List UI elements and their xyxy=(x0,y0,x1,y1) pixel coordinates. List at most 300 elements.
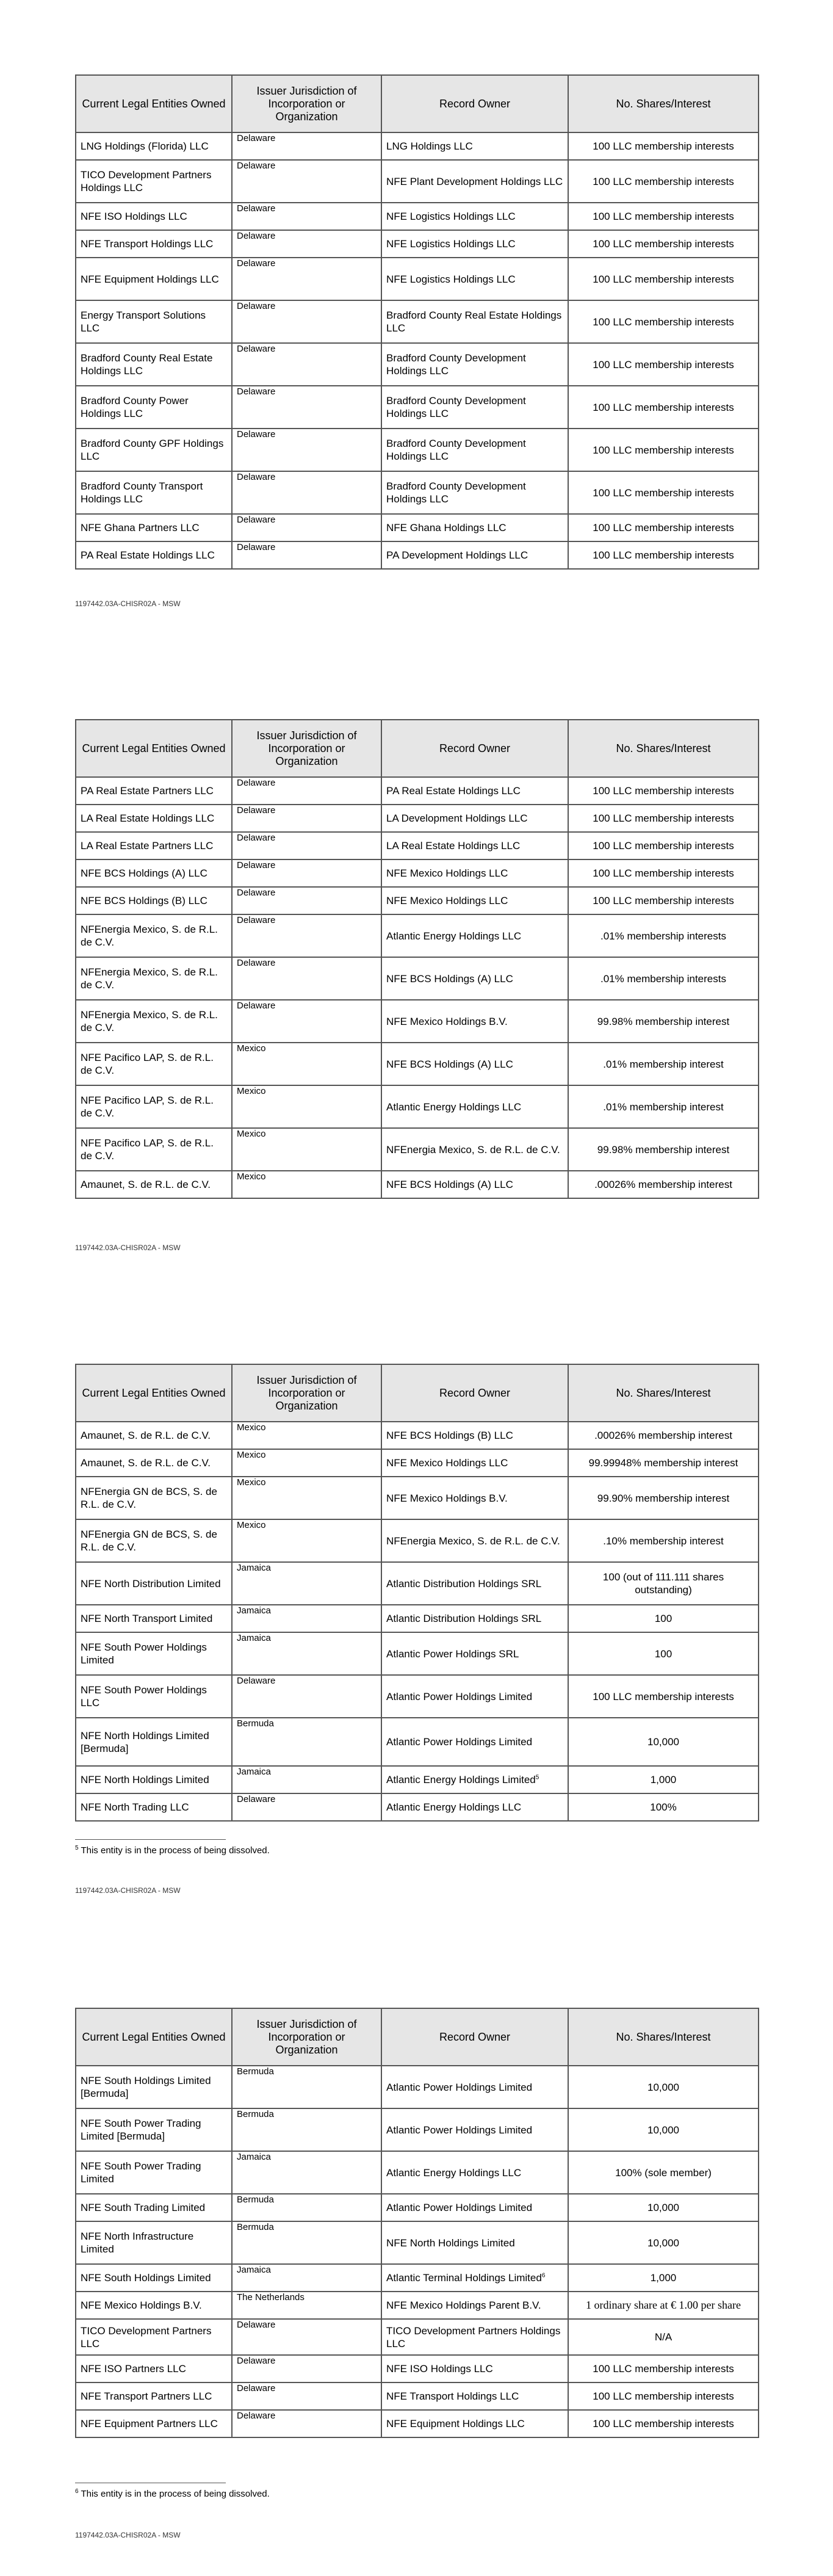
entity-cell-text: NFEnergia Mexico, S. de R.L. de C.V. xyxy=(81,924,218,948)
jurisdiction-cell xyxy=(232,887,381,914)
entity-cell xyxy=(76,1043,232,1085)
shares-cell xyxy=(568,2410,759,2437)
jurisdiction-cell xyxy=(232,1562,381,1605)
shares-cell-text: 100 LLC membership interests xyxy=(593,211,734,222)
jurisdiction-cell xyxy=(232,1766,381,1793)
record-owner-cell xyxy=(381,1449,568,1477)
jurisdiction-cell-text: Delaware xyxy=(237,2383,276,2393)
entity-cell xyxy=(76,230,232,258)
entity-cell-text: NFE Pacifico LAP, S. de R.L. de C.V. xyxy=(81,1052,214,1076)
shares-cell xyxy=(568,1043,759,1085)
record-owner-cell-text: Bradford County Development Holdings LLC xyxy=(386,438,526,462)
table-row xyxy=(76,2108,759,2151)
table-row xyxy=(76,514,759,541)
table-row xyxy=(76,2221,759,2264)
shares-cell xyxy=(568,386,759,429)
entity-cell-text: TICO Development Partners Holdings LLC xyxy=(81,169,212,194)
record-owner-cell-text: Atlantic Power Holdings Limited xyxy=(386,2202,533,2213)
record-owner-cell xyxy=(381,1043,568,1085)
record-owner-cell xyxy=(381,859,568,887)
jurisdiction-cell-text: Mexico xyxy=(237,1171,266,1182)
jurisdiction-cell xyxy=(232,541,381,569)
entity-cell-text: Amaunet, S. de R.L. de C.V. xyxy=(81,1430,211,1441)
entity-cell xyxy=(76,805,232,832)
record-owner-cell-text: NFE ISO Holdings LLC xyxy=(386,2363,493,2375)
record-owner-cell-text: NFE Mexico Holdings Parent B.V. xyxy=(386,2299,541,2311)
footnote-mark: 6 xyxy=(75,2488,79,2495)
jurisdiction-cell-text: Mexico xyxy=(237,1086,266,1096)
table-row xyxy=(76,1562,759,1605)
record-owner-cell xyxy=(381,914,568,957)
record-owner-cell xyxy=(381,160,568,203)
entity-cell-text: Energy Transport Solutions LLC xyxy=(81,309,206,334)
shares-cell-text: 100 LLC membership interests xyxy=(593,2363,734,2375)
shares-cell-text: .10% membership interest xyxy=(603,1535,724,1547)
record-owner-cell-text: Atlantic Distribution Holdings SRL xyxy=(386,1577,542,1590)
shares-cell xyxy=(568,258,759,300)
entity-cell-text: NFEnergia GN de BCS, S. de R.L. de C.V. xyxy=(81,1529,217,1553)
document-id: 1197442.03A-CHISR02A - MSW xyxy=(75,1886,181,1895)
jurisdiction-cell-text: Delaware xyxy=(237,429,276,440)
entities-table-page-1 xyxy=(75,74,759,570)
jurisdiction-cell-text: Bermuda xyxy=(237,1718,274,1729)
entity-cell-text: PA Real Estate Partners LLC xyxy=(81,785,214,797)
shares-cell-text: 100 LLC membership interests xyxy=(593,140,734,152)
record-owner-cell-text: Bradford County Real Estate Holdings LLC xyxy=(386,309,562,334)
shares-cell-text: 10,000 xyxy=(647,1736,679,1748)
shares-cell-text: 100 LLC membership interests xyxy=(593,358,734,371)
entity-cell-text: NFE Pacifico LAP, S. de R.L. de C.V. xyxy=(81,1137,214,1162)
jurisdiction-cell-text: Jamaica xyxy=(237,1563,271,1573)
shares-cell-text: 10,000 xyxy=(647,2237,679,2249)
record-owner-cell-text: Atlantic Power Holdings Limited xyxy=(386,2124,533,2136)
entity-cell-text: Bradford County Transport Holdings LLC xyxy=(81,480,203,505)
record-owner-cell-text: NFE Mexico Holdings LLC xyxy=(386,867,508,879)
table-row xyxy=(76,203,759,230)
shares-cell-text: 100 LLC membership interests xyxy=(593,487,734,499)
table-row xyxy=(76,1519,759,1562)
jurisdiction-cell-text: Delaware xyxy=(237,2411,276,2421)
record-owner-cell-text: PA Development Holdings LLC xyxy=(386,549,528,561)
jurisdiction-cell xyxy=(232,203,381,230)
record-owner-cell-text: NFE Ghana Holdings LLC xyxy=(386,522,507,534)
table-row xyxy=(76,541,759,569)
footnote xyxy=(75,2489,270,2499)
entity-cell xyxy=(76,2355,232,2382)
jurisdiction-cell xyxy=(232,2194,381,2221)
footnote-ref: 6 xyxy=(541,2272,546,2279)
footnote-text: This entity is in the process of being dissolved. xyxy=(81,2489,270,2499)
entity-cell-text: NFE Equipment Holdings LLC xyxy=(81,273,219,285)
jurisdiction-cell-text: Delaware xyxy=(237,915,276,925)
shares-cell-text: 100 xyxy=(654,1613,673,1624)
record-owner-cell xyxy=(381,1422,568,1449)
table-row xyxy=(76,2319,759,2355)
table-row xyxy=(76,1000,759,1043)
jurisdiction-cell xyxy=(232,2221,381,2264)
entity-cell-text: TICO Development Partners LLC xyxy=(81,2325,212,2350)
entity-cell xyxy=(76,2410,232,2437)
jurisdiction-cell-text: Delaware xyxy=(237,778,276,788)
shares-cell xyxy=(568,541,759,569)
entity-cell-text: NFE ISO Partners LLC xyxy=(81,2363,186,2375)
record-owner-cell xyxy=(381,1718,568,1766)
entity-cell-text: NFE North Infrastructure Limited xyxy=(81,2230,194,2255)
record-owner-cell-text: Bradford County Development Holdings LLC xyxy=(386,352,526,377)
jurisdiction-cell xyxy=(232,132,381,160)
record-owner-cell xyxy=(381,2292,568,2319)
entity-cell-text: NFE Ghana Partners LLC xyxy=(81,522,200,534)
shares-cell-text: 100 LLC membership interests xyxy=(593,522,734,534)
entities-table-page-4 xyxy=(75,2008,759,2438)
entity-cell xyxy=(76,1477,232,1519)
record-owner-cell xyxy=(381,300,568,343)
record-owner-cell xyxy=(381,1477,568,1519)
shares-cell xyxy=(568,2355,759,2382)
record-owner-cell xyxy=(381,2221,568,2264)
col-header-shares: No. Shares/Interest xyxy=(568,1364,759,1422)
jurisdiction-cell-text: Bermuda xyxy=(237,2194,274,2205)
record-owner-cell-text: TICO Development Partners Holdings LLC xyxy=(386,2325,561,2350)
record-owner-cell-text: LA Real Estate Holdings LLC xyxy=(386,840,521,852)
jurisdiction-cell-text: Jamaica xyxy=(237,2265,271,2275)
shares-cell-text: 100% (sole member) xyxy=(615,2166,712,2179)
entity-cell-text: LNG Holdings (Florida) LLC xyxy=(81,140,209,152)
record-owner-cell xyxy=(381,386,568,429)
record-owner-cell-text: Atlantic Power Holdings Limited xyxy=(386,2081,533,2093)
shares-cell xyxy=(568,957,759,1000)
jurisdiction-cell-text: Mexico xyxy=(237,1422,266,1433)
jurisdiction-cell xyxy=(232,343,381,386)
col-header-entity: Current Legal Entities Owned xyxy=(76,75,232,132)
record-owner-cell xyxy=(381,2410,568,2437)
entity-cell-text: NFE North Transport Limited xyxy=(81,1613,213,1624)
shares-cell xyxy=(568,1766,759,1793)
record-owner-cell xyxy=(381,2382,568,2410)
entity-cell-text: LA Real Estate Holdings LLC xyxy=(81,812,215,824)
table-row xyxy=(76,386,759,429)
record-owner-cell-text: NFE Mexico Holdings B.V. xyxy=(386,1015,508,1027)
entities-table-page-3 xyxy=(75,1364,759,1822)
shares-cell-text: 99.98% membership interest xyxy=(597,1143,730,1156)
entity-cell-text: NFE BCS Holdings (A) LLC xyxy=(81,867,207,879)
jurisdiction-cell xyxy=(232,514,381,541)
shares-cell xyxy=(568,1793,759,1821)
shares-cell xyxy=(568,1449,759,1477)
jurisdiction-cell xyxy=(232,300,381,343)
footnote xyxy=(75,1845,270,1856)
shares-cell xyxy=(568,1000,759,1043)
table-row xyxy=(76,1043,759,1085)
entity-cell-text: NFE South Power Holdings LLC xyxy=(81,1684,207,1709)
record-owner-cell xyxy=(381,2319,568,2355)
shares-cell xyxy=(568,300,759,343)
entity-cell-text: NFEnergia Mexico, S. de R.L. de C.V. xyxy=(81,1009,218,1033)
table-row xyxy=(76,887,759,914)
entity-cell xyxy=(76,1562,232,1605)
entity-cell-text: NFE South Holdings Limited xyxy=(81,2272,211,2284)
entity-cell-text: NFE Equipment Partners LLC xyxy=(81,2418,218,2429)
record-owner-cell xyxy=(381,1128,568,1171)
table-row xyxy=(76,160,759,203)
entity-cell xyxy=(76,1449,232,1477)
record-owner-cell-text: NFE BCS Holdings (A) LLC xyxy=(386,972,513,985)
entity-cell xyxy=(76,386,232,429)
jurisdiction-cell xyxy=(232,832,381,859)
shares-cell-text: 100 LLC membership interests xyxy=(593,549,734,561)
entity-cell xyxy=(76,2066,232,2108)
shares-cell-text: .01% membership interest xyxy=(603,1101,724,1113)
col-header-owner: Record Owner xyxy=(381,1364,568,1422)
jurisdiction-cell xyxy=(232,1085,381,1128)
entity-cell xyxy=(76,2292,232,2319)
record-owner-cell xyxy=(381,230,568,258)
record-owner-cell-text: LA Development Holdings LLC xyxy=(386,812,528,824)
record-owner-cell-text: NFE Mexico Holdings LLC xyxy=(386,1457,508,1469)
entity-cell xyxy=(76,2108,232,2151)
shares-cell xyxy=(568,1128,759,1171)
shares-cell-text: 100 LLC membership interests xyxy=(593,238,734,250)
jurisdiction-cell-text: Delaware xyxy=(237,301,276,311)
record-owner-cell-text: Bradford County Development Holdings LLC xyxy=(386,480,526,505)
record-owner-cell-text: Atlantic Energy Holdings LLC xyxy=(386,1101,522,1113)
table-row xyxy=(76,1718,759,1766)
record-owner-cell-text: NFE Plant Development Holdings LLC xyxy=(386,175,563,187)
record-owner-cell xyxy=(381,541,568,569)
shares-cell xyxy=(568,2382,759,2410)
jurisdiction-cell xyxy=(232,1000,381,1043)
entity-cell xyxy=(76,1085,232,1128)
record-owner-cell-text: Atlantic Energy Holdings Limited xyxy=(386,1774,536,1785)
jurisdiction-cell-text: Jamaica xyxy=(237,2152,271,2162)
col-header-shares: No. Shares/Interest xyxy=(568,75,759,132)
col-header-jurisdiction: Issuer Jurisdiction of Incorporation or Organization xyxy=(232,720,381,777)
entity-cell-text: NFE South Holdings Limited [Bermuda] xyxy=(81,2075,211,2099)
document-id: 1197442.03A-CHISR02A - MSW xyxy=(75,1243,181,1252)
table-row xyxy=(76,859,759,887)
shares-cell xyxy=(568,471,759,514)
table-row xyxy=(76,1675,759,1718)
jurisdiction-cell-text: Mexico xyxy=(237,1520,266,1530)
jurisdiction-cell-text: Mexico xyxy=(237,1450,266,1460)
record-owner-cell-text: Atlantic Terminal Holdings Limited xyxy=(386,2272,542,2284)
jurisdiction-cell xyxy=(232,2108,381,2151)
shares-cell xyxy=(568,777,759,805)
table-row xyxy=(76,805,759,832)
record-owner-cell-text: Atlantic Power Holdings SRL xyxy=(386,1648,519,1660)
entity-cell xyxy=(76,2319,232,2355)
shares-cell-text: 100 LLC membership interests xyxy=(593,840,734,852)
shares-cell xyxy=(568,514,759,541)
entity-cell xyxy=(76,1422,232,1449)
jurisdiction-cell xyxy=(232,957,381,1000)
shares-cell-text: 100% xyxy=(650,1801,677,1813)
shares-cell xyxy=(568,914,759,957)
jurisdiction-cell-text: Delaware xyxy=(237,2320,276,2330)
jurisdiction-cell xyxy=(232,777,381,805)
table-row xyxy=(76,343,759,386)
jurisdiction-cell-text: Delaware xyxy=(237,542,276,552)
jurisdiction-cell xyxy=(232,1477,381,1519)
jurisdiction-cell-text: Jamaica xyxy=(237,1605,271,1616)
record-owner-cell-text: Atlantic Energy Holdings LLC xyxy=(386,1801,522,1813)
entity-cell xyxy=(76,777,232,805)
col-header-owner: Record Owner xyxy=(381,75,568,132)
shares-cell-text: 100 LLC membership interests xyxy=(593,175,734,187)
entity-cell-text: Bradford County GPF Holdings LLC xyxy=(81,438,224,462)
shares-cell-text: 1 ordinary share at € 1.00 per share xyxy=(586,2299,741,2311)
record-owner-cell xyxy=(381,777,568,805)
jurisdiction-cell-text: The Netherlands xyxy=(237,2292,305,2303)
entity-cell xyxy=(76,514,232,541)
record-owner-cell-text: Atlantic Energy Holdings LLC xyxy=(386,930,522,942)
entity-cell xyxy=(76,914,232,957)
shares-cell-text: .00026% membership interest xyxy=(594,1430,732,1441)
shares-cell xyxy=(568,832,759,859)
record-owner-cell xyxy=(381,1519,568,1562)
entity-cell-text: NFE Transport Partners LLC xyxy=(81,2390,212,2402)
jurisdiction-cell xyxy=(232,1171,381,1198)
record-owner-cell xyxy=(381,2066,568,2108)
record-owner-cell-text: Atlantic Power Holdings Limited xyxy=(386,1736,533,1748)
shares-cell-text: 100 LLC membership interests xyxy=(593,895,734,906)
jurisdiction-cell-text: Delaware xyxy=(237,888,276,898)
jurisdiction-cell xyxy=(232,471,381,514)
shares-cell xyxy=(568,1718,759,1766)
record-owner-cell-text: LNG Holdings LLC xyxy=(386,140,473,152)
record-owner-cell-text: NFE BCS Holdings (A) LLC xyxy=(386,1179,513,1190)
table-row xyxy=(76,1605,759,1632)
record-owner-cell xyxy=(381,1171,568,1198)
shares-cell xyxy=(568,160,759,203)
entity-cell xyxy=(76,300,232,343)
entity-cell-text: NFE North Holdings Limited [Bermuda] xyxy=(81,1729,209,1754)
jurisdiction-cell-text: Mexico xyxy=(237,1043,266,1054)
col-header-entity: Current Legal Entities Owned xyxy=(76,1364,232,1422)
jurisdiction-cell xyxy=(232,2292,381,2319)
jurisdiction-cell xyxy=(232,1422,381,1449)
entity-cell-text: NFE Pacifico LAP, S. de R.L. de C.V. xyxy=(81,1094,214,1119)
jurisdiction-cell xyxy=(232,859,381,887)
shares-cell xyxy=(568,1562,759,1605)
record-owner-cell xyxy=(381,1793,568,1821)
jurisdiction-cell xyxy=(232,1675,381,1718)
record-owner-cell xyxy=(381,1085,568,1128)
shares-cell-text: 100 LLC membership interests xyxy=(593,401,734,413)
entity-cell xyxy=(76,1605,232,1632)
shares-cell-text: 10,000 xyxy=(647,2124,679,2136)
entity-cell-text: Amaunet, S. de R.L. de C.V. xyxy=(81,1457,211,1469)
shares-cell xyxy=(568,1477,759,1519)
record-owner-cell xyxy=(381,957,568,1000)
jurisdiction-cell-text: Mexico xyxy=(237,1477,266,1488)
shares-cell xyxy=(568,2319,759,2355)
record-owner-cell-text: Atlantic Energy Holdings LLC xyxy=(386,2166,522,2179)
jurisdiction-cell-text: Delaware xyxy=(237,386,276,397)
shares-cell xyxy=(568,230,759,258)
jurisdiction-cell xyxy=(232,429,381,471)
record-owner-cell-text: NFE Equipment Holdings LLC xyxy=(386,2418,525,2429)
shares-cell-text: 100 xyxy=(654,1648,673,1660)
entity-cell xyxy=(76,132,232,160)
jurisdiction-cell-text: Delaware xyxy=(237,344,276,354)
entity-cell xyxy=(76,1793,232,1821)
shares-cell-text: 100 LLC membership interests xyxy=(593,273,734,285)
shares-cell-text: 99.98% membership interest xyxy=(597,1015,730,1027)
record-owner-cell xyxy=(381,343,568,386)
entity-cell xyxy=(76,1718,232,1766)
table-row xyxy=(76,1128,759,1171)
record-owner-cell xyxy=(381,805,568,832)
table-row xyxy=(76,1171,759,1198)
jurisdiction-cell-text: Jamaica xyxy=(237,1633,271,1643)
record-owner-cell xyxy=(381,2355,568,2382)
entity-cell-text: Bradford County Power Holdings LLC xyxy=(81,395,189,419)
shares-cell xyxy=(568,2221,759,2264)
entity-cell xyxy=(76,859,232,887)
entity-cell xyxy=(76,1675,232,1718)
record-owner-cell xyxy=(381,1632,568,1675)
entity-cell-text: NFEnergia Mexico, S. de R.L. de C.V. xyxy=(81,966,218,991)
col-header-entity: Current Legal Entities Owned xyxy=(76,2008,232,2066)
record-owner-cell-text: NFEnergia Mexico, S. de R.L. de C.V. xyxy=(386,1535,560,1547)
shares-cell-text: .01% membership interests xyxy=(600,972,726,985)
jurisdiction-cell-text: Delaware xyxy=(237,860,276,870)
jurisdiction-cell-text: Delaware xyxy=(237,231,276,241)
record-owner-cell xyxy=(381,258,568,300)
entity-cell-text: NFE BCS Holdings (B) LLC xyxy=(81,895,207,906)
record-owner-cell xyxy=(381,2264,568,2292)
jurisdiction-cell xyxy=(232,1632,381,1675)
entity-cell xyxy=(76,2194,232,2221)
table-row xyxy=(76,258,759,300)
jurisdiction-cell-text: Delaware xyxy=(237,515,276,525)
table-row xyxy=(76,429,759,471)
shares-cell xyxy=(568,203,759,230)
footnote-text: This entity is in the process of being dissolved. xyxy=(81,1845,270,1856)
jurisdiction-cell xyxy=(232,1449,381,1477)
jurisdiction-cell-text: Mexico xyxy=(237,1129,266,1139)
entity-cell xyxy=(76,258,232,300)
shares-cell xyxy=(568,1519,759,1562)
document-id: 1197442.03A-CHISR02A - MSW xyxy=(75,599,181,608)
entity-cell xyxy=(76,541,232,569)
shares-cell-text: 1,000 xyxy=(650,1774,677,1785)
shares-cell-text: .00026% membership interest xyxy=(594,1179,732,1190)
entity-cell-text: NFE North Holdings Limited xyxy=(81,1774,209,1785)
record-owner-cell xyxy=(381,1675,568,1718)
col-header-shares: No. Shares/Interest xyxy=(568,2008,759,2066)
shares-cell-text: .01% membership interest xyxy=(603,1058,724,1070)
shares-cell-text: 10,000 xyxy=(647,2202,679,2213)
shares-cell xyxy=(568,1171,759,1198)
table-row xyxy=(76,777,759,805)
table-row xyxy=(76,2292,759,2319)
table-row xyxy=(76,1477,759,1519)
record-owner-cell-text: NFE Mexico Holdings LLC xyxy=(386,895,508,906)
record-owner-cell-text: NFE Logistics Holdings LLC xyxy=(386,238,516,250)
entity-cell xyxy=(76,1171,232,1198)
shares-cell-text: N/A xyxy=(654,2331,673,2343)
shares-cell xyxy=(568,1422,759,1449)
record-owner-cell-text: NFE Transport Holdings LLC xyxy=(386,2390,519,2402)
table-row xyxy=(76,1632,759,1675)
record-owner-cell xyxy=(381,1766,568,1793)
jurisdiction-cell xyxy=(232,2382,381,2410)
record-owner-cell-text: NFEnergia Mexico, S. de R.L. de C.V. xyxy=(386,1143,560,1156)
entity-cell xyxy=(76,957,232,1000)
jurisdiction-cell-text: Delaware xyxy=(237,1794,276,1804)
